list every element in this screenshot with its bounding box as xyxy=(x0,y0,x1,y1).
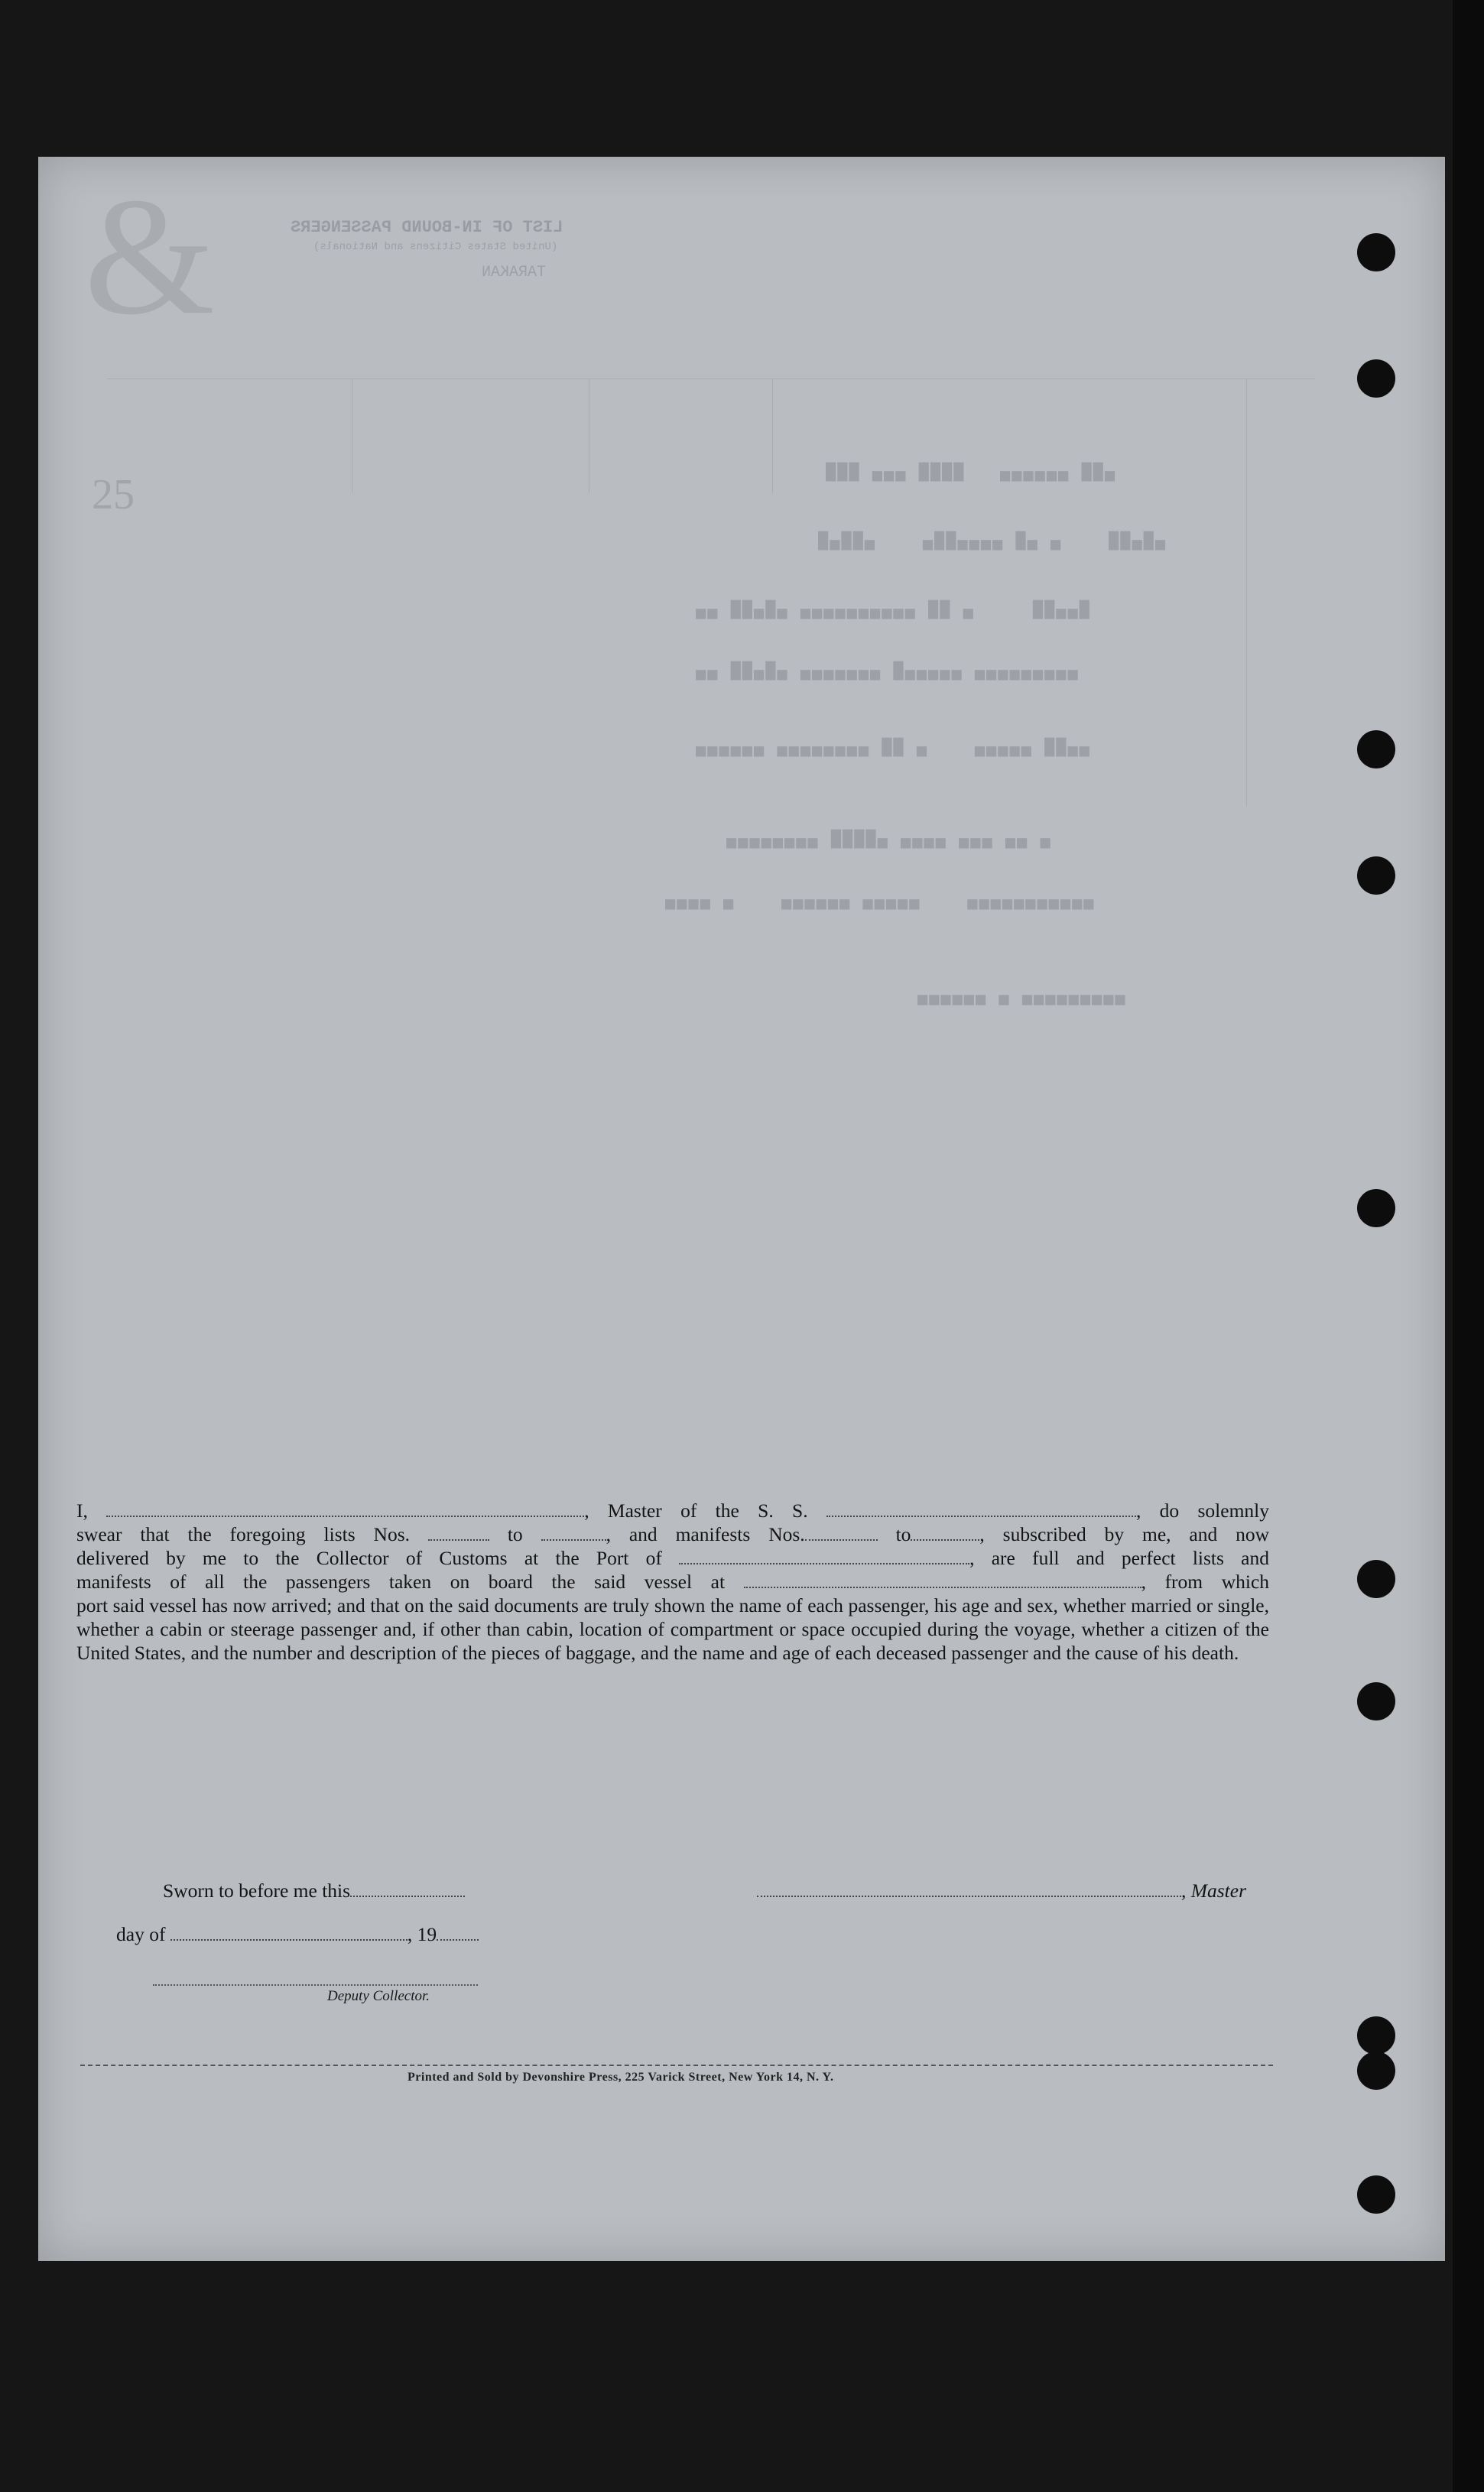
oath-swear: swear that the foregoing lists Nos. xyxy=(76,1523,411,1545)
list-from-blank xyxy=(428,1524,489,1541)
ship-name-blank xyxy=(826,1500,1136,1517)
master-signature-row xyxy=(757,1880,1246,1902)
binder-hole xyxy=(1357,2052,1395,2090)
binder-hole xyxy=(1357,359,1395,398)
ghost-row-7: ▄▄▄▄ ▄ ▄▄▄▄▄▄ ▄▄▄▄▄ ▄▄▄▄▄▄▄▄▄▄▄ xyxy=(665,891,1096,910)
oath-delivered: delivered by me to the Collector of Customs at the Port of xyxy=(76,1547,662,1569)
scan-border-right xyxy=(1453,0,1484,2492)
ghost-row-5: ▄▄▄▄▄▄ ▄▄▄▄▄▄▄▄ ██ ▄ ▄▄▄▄▄ ██▄▄ xyxy=(696,738,1091,757)
oath-from-which: , from which xyxy=(1141,1571,1270,1593)
footer-rule xyxy=(80,2065,1273,2066)
deputy-collector-label: Deputy Collector. xyxy=(327,1988,430,2004)
ghost-row-3: ▄▄ ██▄█▄ ▄▄▄▄▄▄▄▄▄▄ ██ ▄ ██▄▄█ xyxy=(696,600,1091,619)
binder-hole xyxy=(1357,2016,1395,2055)
oath-do-solemnly: , do solemnly xyxy=(1135,1499,1270,1522)
sworn-row xyxy=(163,1880,465,1902)
oath-to-2: to xyxy=(895,1523,911,1545)
oath-i: I, xyxy=(76,1499,88,1522)
bleed-through-mark: & xyxy=(84,163,216,349)
binder-hole xyxy=(1357,1560,1395,1598)
master-label: , Master xyxy=(1181,1880,1246,1902)
embark-port-blank xyxy=(744,1571,1141,1588)
ghost-row-2: █▄██▄ ▄██▄▄▄▄ █▄ ▄ ██▄█▄ xyxy=(818,531,1167,551)
year-blank xyxy=(437,1924,479,1941)
oath-are-full: , are full and perfect lists and xyxy=(969,1547,1269,1569)
ghost-ship: TARAKAN xyxy=(482,264,547,281)
deputy-signature-line xyxy=(153,1984,478,1986)
master-name-blank xyxy=(106,1500,584,1517)
printer-imprint: Printed and Sold by Devonshire Press, 225 Varick Street, New York 14, N. Y. xyxy=(408,2071,834,2084)
oath-to-1: to xyxy=(507,1523,523,1545)
list-to-blank xyxy=(541,1524,606,1541)
oath-body: port said vessel has now arrived; and that on the said documents are truly shown the name of each passenger, his age and sex, whether married or single, whether a cabin or steerage passenger and, if other than cabin, location of compartment or space occupied during the voyage, whether a citizen of the United States, and the number and description of the pieces of baggage, and the name and age of each deceased passenger and the cause of his death. xyxy=(76,1594,1269,1664)
oath-master-of: , Master of the S. S. xyxy=(584,1499,808,1522)
ghost-row-6: ▄▄▄▄▄▄▄▄ ████▄ ▄▄▄▄ ▄▄▄ ▄▄ ▄ xyxy=(726,830,1052,849)
sworn-label: Sworn to before me this xyxy=(163,1880,351,1902)
manifest-from-blank xyxy=(805,1524,878,1541)
ghost-row-1: ███ ▄▄▄ ████ ▄▄▄▄▄▄ ██▄ xyxy=(826,463,1117,482)
binder-hole xyxy=(1357,856,1395,895)
oath-subscribed: , subscribed by me, and now xyxy=(979,1523,1270,1545)
ghost-col-4 xyxy=(1246,379,1247,807)
binder-hole xyxy=(1357,2175,1395,2214)
ghost-row-8: ▄▄▄▄▄▄ ▄ ▄▄▄▄▄▄▄▄▄ xyxy=(917,986,1127,1006)
binder-hole xyxy=(1357,233,1395,271)
sworn-date-blank xyxy=(350,1880,465,1897)
ghost-row-4: ▄▄ ██▄█▄ ▄▄▄▄▄▄▄ █▄▄▄▄▄ ▄▄▄▄▄▄▄▄▄ xyxy=(696,661,1080,681)
month-blank xyxy=(170,1924,408,1941)
port-blank xyxy=(679,1548,969,1564)
page-number-ghost: 25 xyxy=(92,471,135,518)
oath-manifests-all: manifests of all the passengers taken on board the said vessel at xyxy=(76,1571,726,1593)
day-row xyxy=(116,1923,479,1946)
oath-and-manifests: , and manifests Nos. xyxy=(606,1523,805,1545)
master-oath xyxy=(76,1499,1269,1665)
master-signature-blank xyxy=(757,1880,1181,1897)
ghost-title: LIST OF IN-BOUND PASSENGERS xyxy=(291,218,563,237)
ghost-col-3 xyxy=(772,379,773,493)
day-of-label: day of xyxy=(116,1923,166,1945)
year-label: , 19 xyxy=(407,1923,437,1945)
binder-hole xyxy=(1357,1682,1395,1720)
manifest-to-blank xyxy=(911,1524,979,1541)
ghost-subtitle: (United States Citizens and Nationals) xyxy=(313,241,558,253)
binder-hole xyxy=(1357,730,1395,768)
binder-hole xyxy=(1357,1189,1395,1227)
